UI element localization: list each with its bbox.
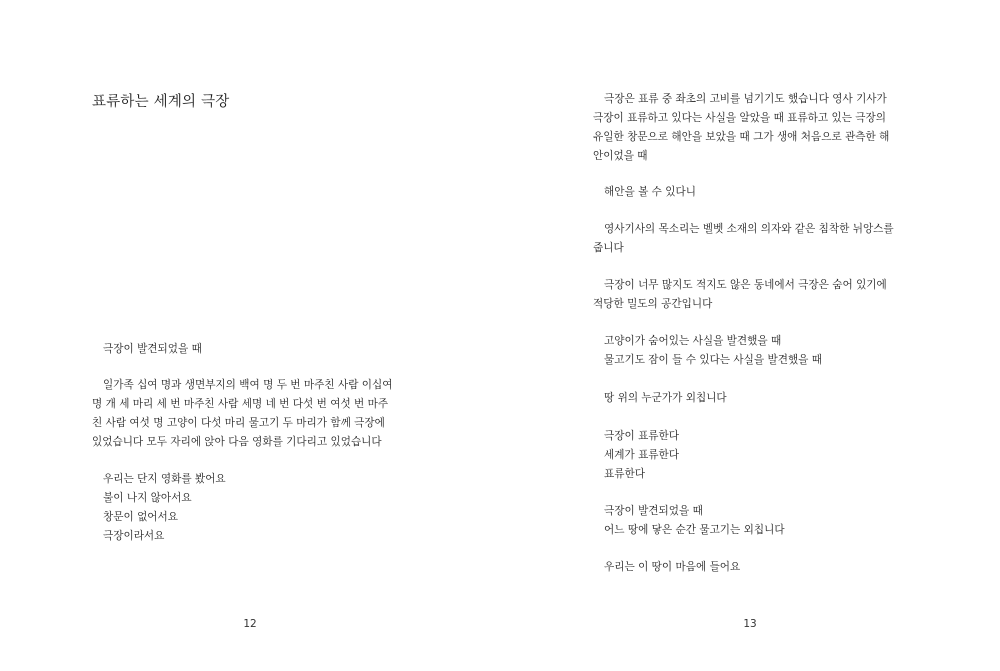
text-line: 일가족 십여 명과 생면부지의 백여 명 두 번 마주친 사람 이십여 bbox=[103, 379, 393, 391]
text-line: 적당한 밀도의 공간입니다 bbox=[593, 298, 713, 310]
paragraph bbox=[593, 183, 911, 202]
text-line: 불이 나지 않아서요 bbox=[103, 492, 192, 504]
text-line: 고양이가 숨어있는 사실을 발견했을 때 bbox=[604, 335, 782, 347]
text-line: 우리는 단지 영화를 봤어요 bbox=[103, 473, 226, 485]
text-line: 극장이 표류하고 있다는 사실을 알았을 때 표류하고 있는 극장의 bbox=[593, 112, 887, 124]
paragraph bbox=[593, 558, 911, 577]
paragraph bbox=[92, 340, 410, 359]
text-line: 창문이 없어서요 bbox=[103, 511, 179, 523]
paragraph bbox=[593, 90, 911, 166]
text-line: 유일한 창문으로 해안을 보았을 때 그가 생애 처음으로 관측한 해 bbox=[593, 131, 890, 143]
text-line: 극장이 발견되었을 때 bbox=[103, 343, 202, 355]
paragraph bbox=[593, 427, 911, 484]
text-line: 세계가 표류한다 bbox=[604, 449, 680, 461]
paragraph bbox=[593, 502, 911, 540]
text-line: 극장이라서요 bbox=[103, 530, 165, 542]
text-line: 영사기사의 목소리는 벨벳 소재의 의자와 같은 침착한 뉘앙스를 bbox=[604, 223, 894, 235]
text-line: 줍니다 bbox=[593, 242, 624, 254]
text-line: 극장이 너무 많지도 적지도 않은 동네에서 극장은 숨어 있기에 bbox=[604, 279, 887, 291]
page-number: 12 bbox=[243, 618, 257, 630]
text-line: 극장이 표류한다 bbox=[604, 430, 680, 442]
paragraph bbox=[593, 276, 911, 314]
chapter-title: 표류하는 세계의 극장 bbox=[92, 94, 230, 110]
text-line: 안이었을 때 bbox=[593, 150, 648, 162]
text-line: 있었습니다 모두 자리에 앉아 다음 영화를 기다리고 있었습니다 bbox=[92, 436, 382, 448]
text-line: 우리는 이 땅이 마음에 들어요 bbox=[604, 561, 741, 573]
paragraph bbox=[593, 220, 911, 258]
paragraph bbox=[92, 376, 410, 452]
text-line: 극장은 표류 중 좌초의 고비를 넘기기도 했습니다 영사 기사가 bbox=[604, 93, 887, 105]
text-line: 물고기도 잠이 들 수 있다는 사실을 발견했을 때 bbox=[604, 354, 823, 366]
paragraph bbox=[92, 470, 410, 546]
text-line: 명 개 세 마리 세 번 마주친 사람 세명 네 번 다섯 번 여섯 번 마주 bbox=[92, 398, 389, 410]
right-page bbox=[500, 0, 1000, 671]
paragraph bbox=[593, 332, 911, 370]
text-line: 어느 땅에 닿은 순간 물고기는 외칩니다 bbox=[604, 524, 785, 536]
text-line: 해안을 볼 수 있다니 bbox=[604, 186, 696, 198]
text-line: 땅 위의 누군가가 외칩니다 bbox=[604, 392, 727, 404]
text-line: 친 사람 여섯 명 고양이 다섯 마리 물고기 두 마리가 함께 극장에 bbox=[92, 417, 385, 429]
page-number: 13 bbox=[743, 618, 757, 630]
paragraph bbox=[593, 389, 911, 408]
text-line: 극장이 발견되었을 때 bbox=[604, 505, 703, 517]
text-line: 표류한다 bbox=[604, 468, 645, 480]
